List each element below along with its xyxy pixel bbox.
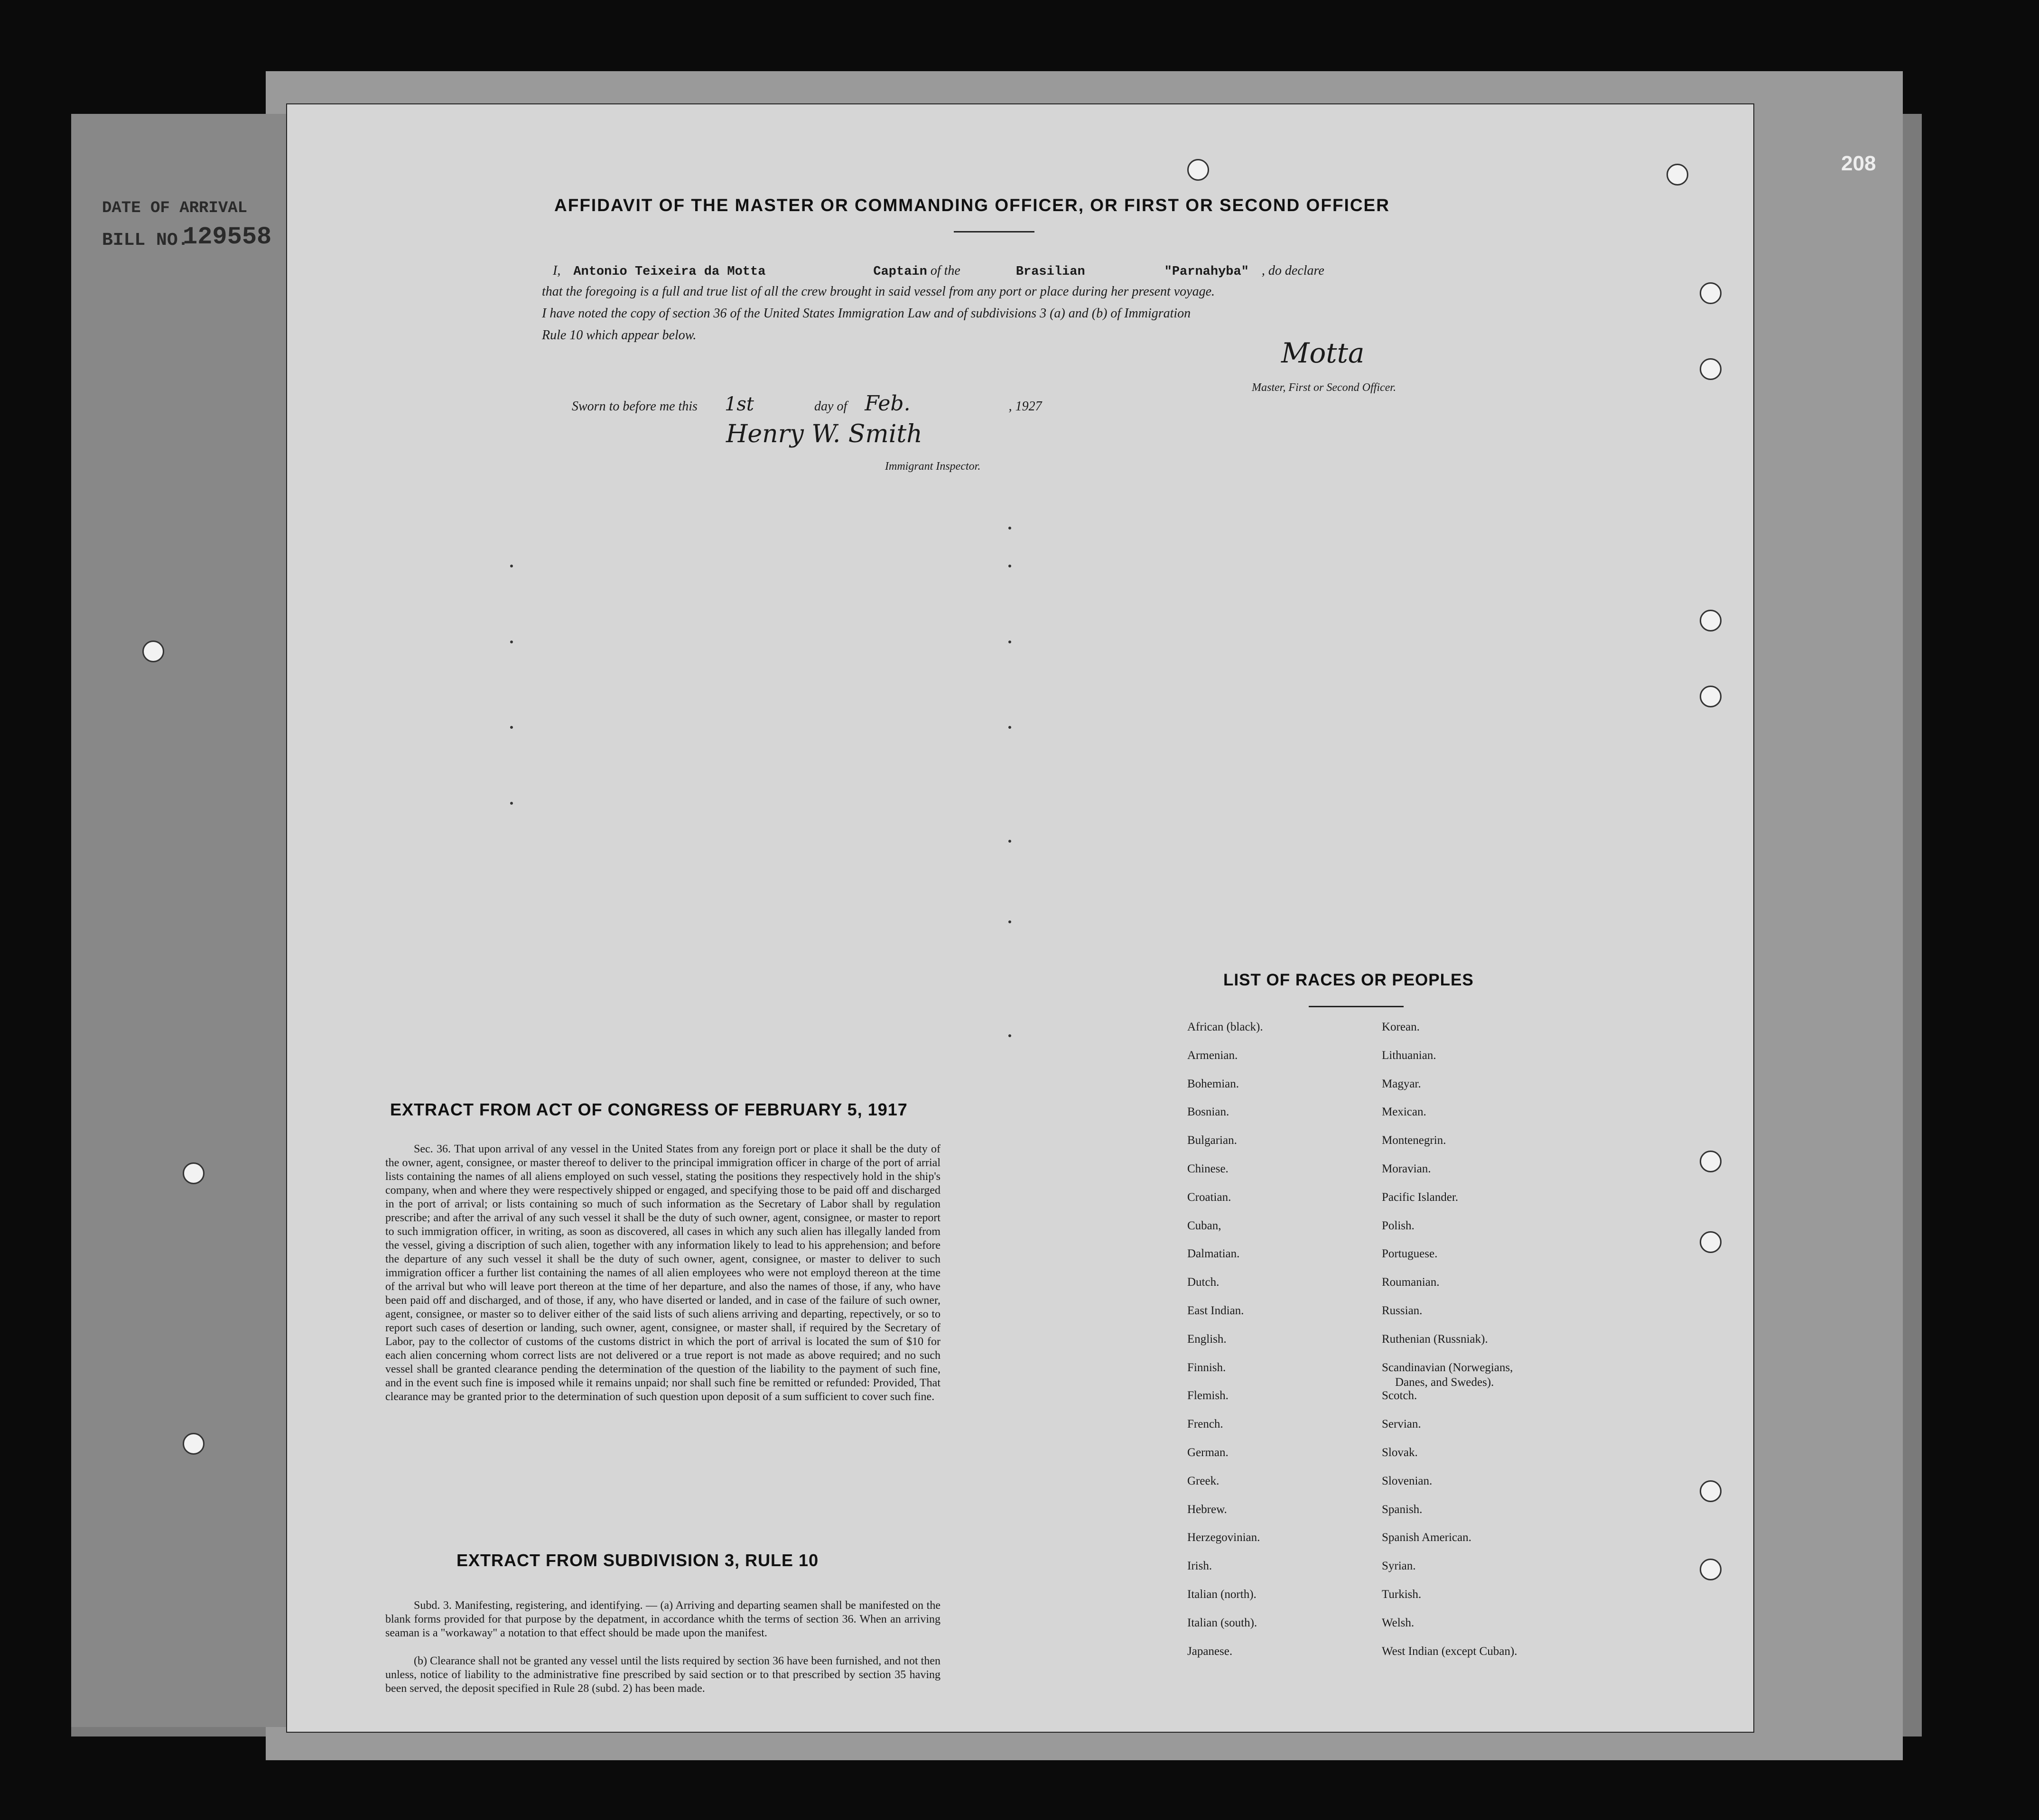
race-item: Bohemian.: [1187, 1077, 1239, 1090]
extract-act-text: Sec. 36. That upon arrival of any vessel in the United States from any foreign port or place it shall be the duty of the owner, agent, consignee, or master thereof to deliver to the principal immigration officer in charge of the port of arrial lists containing the names of all aliens employed on such vessel, stating the positions they respectively hold in the ship's company, when and where they were respectively shipped or engaged, and specifying those to be paid off and discharged in the port of arrival; or lists containing so much of such information as the Secretary of Labor shall by regulation prescribe; and after the arrival of any such vessel it shall be the duty of such owner, agent, consignee, or master to report to such immigration officer, in writing, as soon as discovered, all cases in which any such alien has illegally landed from the vessel, giving a discription of such alien, together with any information likely to lead to his apprehension; and before the departure of any such vessel it shall be the duty of such owner, agent, consignee, or master to deliver to such immigration officer a further list containing the names of all alien employees who were not employd thereon at the time of the arrival but who will leave port thereon at the time of her departure, and also the names of those, if any, who have been paid off and discharged, and of those, if any, who have diserted or landed, and in case of the failure of such owner, agent, consignee, or master so to deliver either of the said lists of such aliens arriving and departing, repectively, or so to report such cases of desertion or landing, such owner, agent, consignee, or master shall, if required by the Secretary of Labor, pay to the collector of customs of the customs district in which the port of arrival is located the sum of $10 for each alien concerning whom correct lists are not delivered or a true report is not made as above required; and no such vessel shall be granted clearance pending the determination of the question of the liability to the payment of such fine, and in the event such fine is imposed while it remains unpaid; nor shall such fine be remitted or refunded: Provided, That clearance may be granted prior to the determination of such question upon deposit of a sum sufficient to cover such fine.: [385, 1143, 940, 1403]
stub-sheet: [71, 114, 294, 1727]
race-item: Armenian.: [1187, 1049, 1238, 1062]
race-item: Irish.: [1187, 1560, 1212, 1573]
sworn-day: 1st: [724, 393, 754, 415]
punch-hole: [183, 1162, 205, 1184]
declaration-do-declare: , do declare: [1261, 263, 1324, 278]
race-item: Servian.: [1382, 1418, 1421, 1431]
race-item: Bosnian.: [1187, 1105, 1229, 1119]
declaration-line-2: that the foregoing is a full and true list of all the crew brought in said vessel from any port or place during her present voyage.: [542, 284, 1215, 299]
races-title: LIST OF RACES OR PEOPLES: [1223, 971, 1474, 989]
punch-hole: [1700, 1231, 1722, 1253]
race-item: Slovak.: [1382, 1446, 1418, 1459]
punch-hole: [1700, 1480, 1722, 1502]
race-item: Herzegovinian.: [1187, 1531, 1260, 1544]
punch-hole: [1700, 358, 1722, 380]
extract-rule-text-b: (b) Clearance shall not be granted any vessel until the lists required by section 36 have been furnished, and not then unless, notice of liability to the administrative fine prescribed by said section or to that prescribed by section 35 having been served, the deposit specified in Rule 28 (subd. 2) has been made.: [385, 1655, 940, 1695]
race-item: Russian.: [1382, 1304, 1423, 1317]
punch-hole: [1700, 282, 1722, 304]
race-item: Polish.: [1382, 1219, 1415, 1232]
race-item: Slovenian.: [1382, 1474, 1433, 1487]
race-item: French.: [1187, 1418, 1223, 1431]
punch-hole: [1700, 610, 1722, 631]
declaration-line-1: [553, 261, 1450, 282]
master-signature-label: Master, First or Second Officer.: [1252, 381, 1396, 394]
race-item: Spanish.: [1382, 1503, 1423, 1516]
race-item: Lithuanian.: [1382, 1049, 1436, 1062]
race-item: Pacific Islander.: [1382, 1190, 1459, 1204]
race-item: Bulgarian.: [1187, 1134, 1237, 1147]
master-signature: Motta: [1281, 337, 1365, 369]
declaration-i: I,: [553, 263, 561, 278]
race-item: Portuguese.: [1382, 1247, 1438, 1261]
race-item: Dalmatian.: [1187, 1247, 1240, 1261]
race-item: Croatian.: [1187, 1190, 1231, 1204]
race-item: Chinese.: [1187, 1162, 1229, 1175]
race-item: Syrian.: [1382, 1560, 1416, 1573]
vessel-name: "Parnahyba": [1164, 265, 1249, 279]
extract-rule-title: EXTRACT FROM SUBDIVISION 3, RULE 10: [456, 1551, 819, 1570]
declaration-line-4: Rule 10 which appear below.: [542, 328, 697, 343]
race-item: Flemish.: [1187, 1389, 1229, 1402]
races-title-divider: [1309, 1006, 1404, 1007]
master-rank: Captain: [873, 265, 927, 279]
race-item: Welsh.: [1382, 1616, 1415, 1629]
page-number: 208: [1841, 152, 1876, 175]
races-column-2: [1382, 1020, 1517, 1672]
date-of-arrival-label: DATE OF ARRIVAL: [102, 199, 248, 217]
race-item: Turkish.: [1382, 1588, 1422, 1601]
bill-number: 129558: [183, 223, 272, 251]
master-name: Antonio Teixeira da Motta: [573, 265, 766, 279]
race-item: Mexican.: [1382, 1105, 1426, 1119]
punch-hole: [1700, 686, 1722, 707]
race-item: Montenegrin.: [1382, 1134, 1446, 1147]
punch-hole: [1187, 159, 1209, 181]
race-item: Japanese.: [1187, 1644, 1233, 1658]
race-item: German.: [1187, 1446, 1229, 1459]
race-item: Finnish.: [1187, 1361, 1226, 1374]
race-item: East Indian.: [1187, 1304, 1244, 1317]
punch-hole: [1667, 164, 1688, 186]
race-item: Magyar.: [1382, 1077, 1421, 1090]
race-item: Spanish American.: [1382, 1531, 1471, 1544]
sworn-prefix: Sworn to before me this: [572, 399, 698, 414]
race-item: Italian (north).: [1187, 1588, 1257, 1601]
declaration-line-3: I have noted the copy of section 36 of the United States Immigration Law and of subdivisions 3 (a) and (b) of Immigration: [542, 306, 1191, 321]
sworn-line: [572, 391, 1042, 417]
race-item: Roumanian.: [1382, 1276, 1440, 1289]
race-item: Korean.: [1382, 1021, 1420, 1033]
title-divider: [954, 231, 1034, 232]
punch-hole: [183, 1433, 205, 1455]
sworn-month: Feb.: [865, 391, 911, 416]
race-item: Cuban,: [1187, 1219, 1221, 1232]
race-item: Dutch.: [1187, 1276, 1220, 1289]
extract-act-title: EXTRACT FROM ACT OF CONGRESS OF FEBRUARY 5, 1917: [390, 1100, 908, 1119]
race-item: West Indian (except Cuban).: [1382, 1644, 1518, 1658]
race-item: African (black).: [1187, 1021, 1263, 1033]
race-item: Moravian.: [1382, 1162, 1431, 1175]
punch-hole: [142, 641, 164, 662]
declaration-of-the: of the: [930, 263, 960, 278]
document-page: [287, 104, 1753, 1732]
race-item: English.: [1187, 1332, 1227, 1346]
punch-hole: [1700, 1151, 1722, 1172]
vessel-nationality: Brasilian: [1015, 265, 1085, 279]
races-column-1: [1187, 1020, 1263, 1672]
inspector-label: Immigrant Inspector.: [885, 460, 981, 473]
race-item: Ruthenian (Russniak).: [1382, 1332, 1488, 1346]
sworn-day-of: day of: [814, 399, 847, 414]
sworn-year: , 1927: [1008, 399, 1042, 414]
extract-rule-text-a: Subd. 3. Manifesting, registering, and identifying. — (a) Arriving and departing seamen shall be manifested on the blank forms provided for that purpose by the depatment, in accordance whith the terms of section 36. When an arriving seaman is a "workaway" a notation to that effect should be made upon the manifest.: [385, 1599, 940, 1639]
race-item-continued: Danes, and Swedes).: [1395, 1376, 1494, 1389]
race-item: Scandinavian (Norwegians,: [1382, 1361, 1513, 1374]
inspector-signature: Henry W. Smith: [726, 420, 922, 448]
race-item: Greek.: [1187, 1474, 1220, 1487]
bill-no-label: BILL NO.: [102, 230, 189, 251]
race-item: Scotch.: [1382, 1389, 1417, 1402]
race-item: Hebrew.: [1187, 1503, 1227, 1516]
race-item: Italian (south).: [1187, 1616, 1257, 1629]
punch-hole: [1700, 1559, 1722, 1580]
affidavit-title: AFFIDAVIT OF THE MASTER OR COMMANDING OFFICER, OR FIRST OR SECOND OFFICER: [554, 195, 1390, 215]
